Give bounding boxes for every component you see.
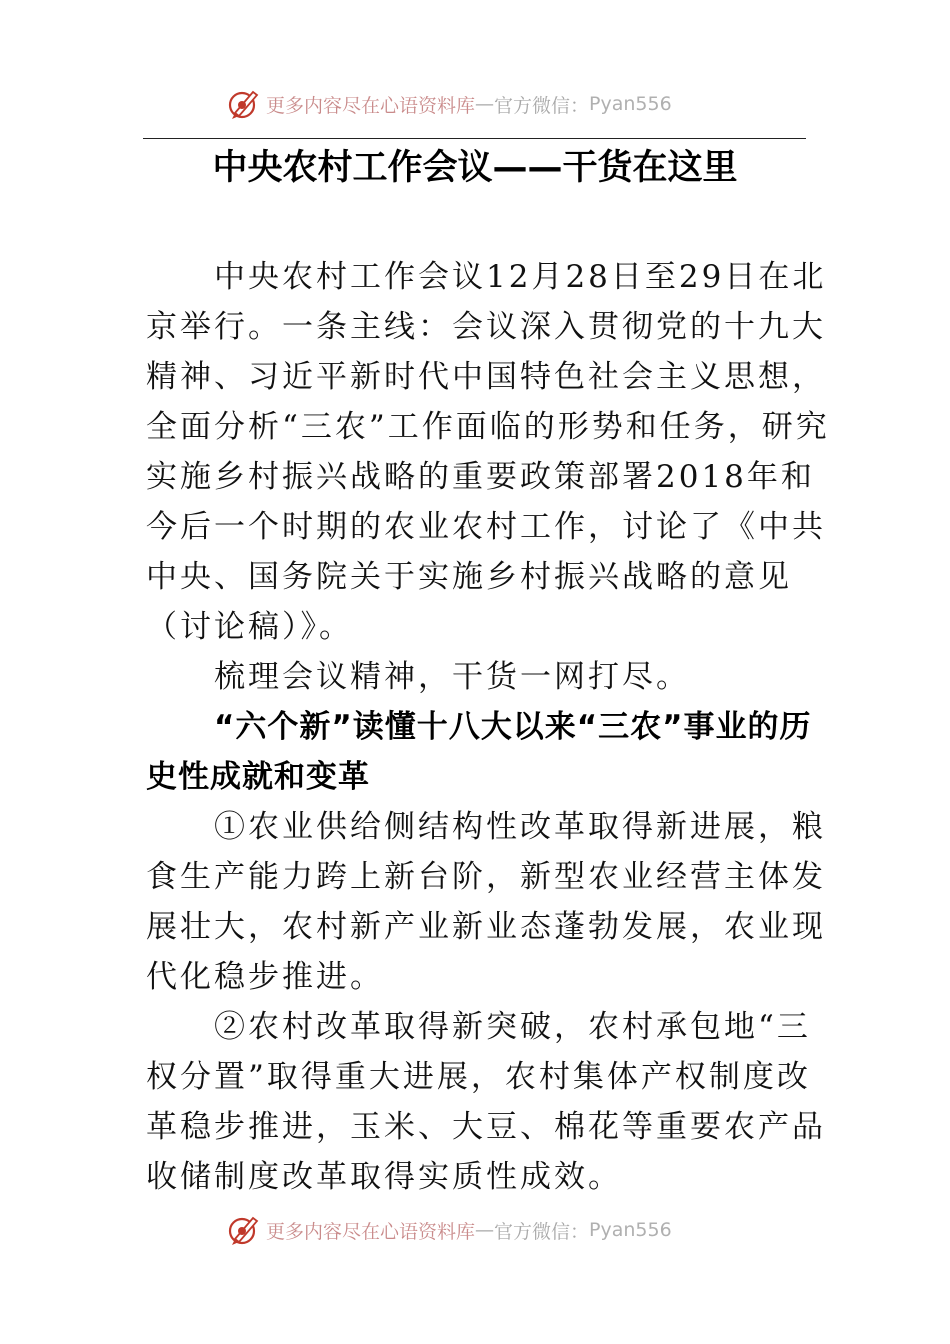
- watermark-separator: —: [475, 1219, 495, 1241]
- document-title: 中央农村工作会议——干货在这里: [212, 148, 738, 188]
- section-heading: “六个新”读懂十八大以来“三农”事业的历史性成就和变革: [146, 709, 812, 795]
- watermark-official-label: 官方微信：: [494, 1220, 590, 1243]
- watermark-separator: —: [475, 93, 495, 115]
- watermark-official-label: 官方微信：: [494, 94, 590, 117]
- watermark-site-text: 更多内容尽在心语资料库: [266, 1220, 476, 1243]
- pen-ring-logo-icon: [226, 86, 262, 122]
- header-rule: [143, 138, 806, 139]
- watermark-site-text: 更多内容尽在心语资料库: [266, 94, 476, 117]
- list-item: ①农业供给侧结构性改革取得新进展，粮食生产能力跨上新台阶，新型农业经营主体发展壮大，农村新产业新业态蓬勃发展，农业现代化稳步推进。: [146, 809, 826, 995]
- watermark-wechat-id: Pyan556: [589, 1219, 672, 1241]
- intro-paragraph: 中央农村工作会议12月28日至29日在北京举行。一条主线：会议深入贯彻党的十九大精神、习近平新时代中国特色社会主义思想，全面分析“三农”工作面临的形势和任务，研究实施乡村振兴战略的重要政策部署2018年和今后一个时期的农业农村工作，讨论了《中共中央、国务院关于实施乡村振兴战略的意见（讨论稿）》。: [146, 259, 830, 645]
- summary-paragraph: 梳理会议精神，干货一网打尽。: [214, 659, 690, 695]
- footer-watermark: [226, 1210, 672, 1250]
- list-item: ②农村改革取得新突破，农村承包地“三权分置”取得重大进展，农村集体产权制度改革稳步推进，玉米、大豆、棉花等重要农产品收储制度改革取得实质性成效。: [146, 1009, 826, 1195]
- document-body: [146, 252, 836, 1202]
- watermark-wechat-id: Pyan556: [589, 93, 672, 115]
- pen-ring-logo-icon: [226, 1212, 262, 1248]
- header-watermark: [226, 84, 672, 124]
